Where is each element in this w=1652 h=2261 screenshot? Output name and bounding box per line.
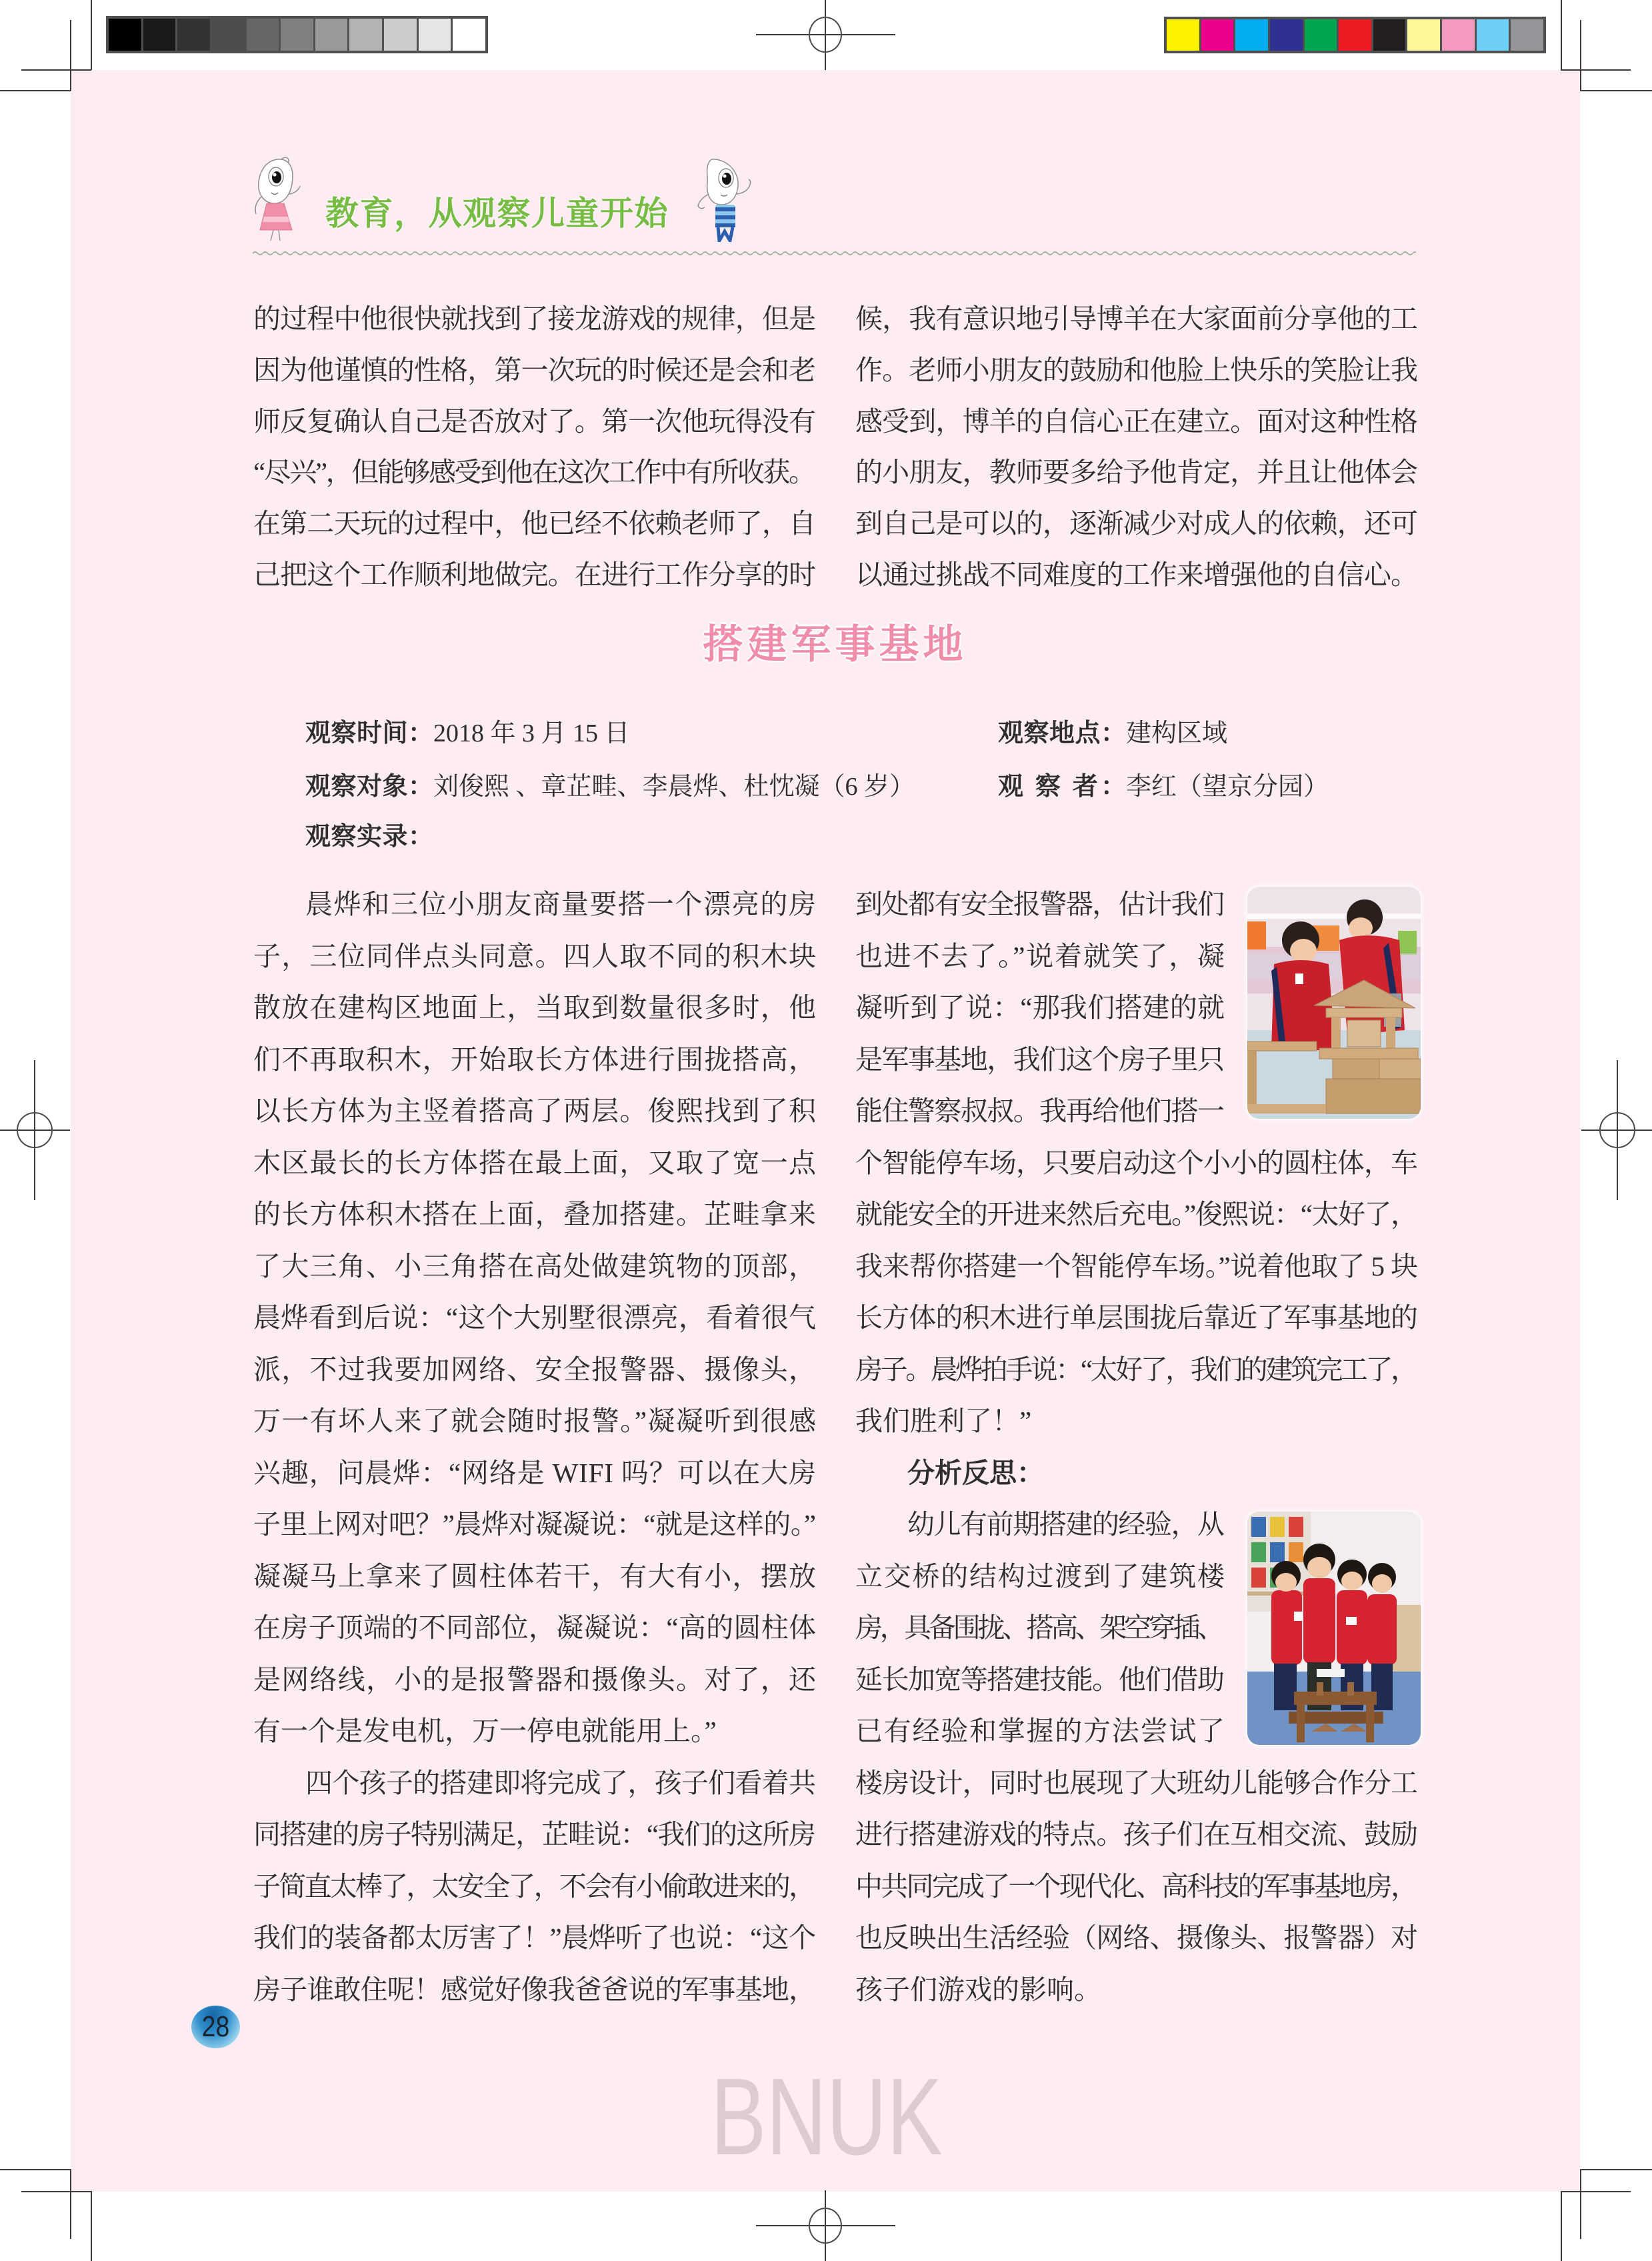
text-line: 个智能停车场，只要启动这个小小的圆柱体，车 bbox=[855, 1147, 1418, 1178]
text-line: 散放在建构区地面上，当取到数量很多时，他 bbox=[253, 992, 817, 1023]
analysis-heading: 分析反思： bbox=[907, 1457, 1044, 1488]
color-swatch bbox=[1339, 19, 1371, 51]
color-swatch bbox=[1167, 19, 1199, 51]
header-title: 教育，从观察儿童开始 bbox=[325, 194, 669, 233]
text-line: 感受到，博羊的自信心正在建立。面对这种性格 bbox=[855, 405, 1418, 437]
color-swatch-bar bbox=[1164, 17, 1546, 53]
text-line: 也反映出生活经验（网络、摄像头、报警器）对 bbox=[855, 1922, 1418, 1953]
text-line: 凝凝马上拿来了圆柱体若干，有大有小，摆放 bbox=[253, 1560, 817, 1592]
meta-time bbox=[305, 715, 630, 752]
crop-mark bbox=[0, 2169, 71, 2170]
text-line: 凝听到了说：“那我们搭建的就 bbox=[855, 992, 1225, 1023]
text-line: 是军事基地，我们这个房子里只 bbox=[855, 1043, 1224, 1075]
grayscale-swatch-bar bbox=[106, 16, 488, 53]
meta-observer-label: 观 察 者： bbox=[998, 773, 1126, 801]
color-swatch bbox=[1511, 19, 1543, 51]
meta-subjects-value: 刘俊熙 、章芷畦、李晨烨、杜忱凝（6 岁） bbox=[433, 773, 915, 801]
color-swatch bbox=[1407, 19, 1440, 51]
text-line: 作。老师小朋友的鼓励和他脸上快乐的笑脸让我 bbox=[855, 354, 1418, 385]
photo-image bbox=[1247, 1512, 1421, 1745]
text-line: 进行搭建游戏的特点。孩子们在互相交流、鼓励 bbox=[855, 1819, 1418, 1850]
crop-mark bbox=[1580, 20, 1581, 91]
meta-time-label: 观察时间： bbox=[305, 719, 433, 747]
text-line: 就能安全的开进来然后充电。”俊熙说：“太好了， bbox=[855, 1199, 1417, 1230]
color-swatch bbox=[1270, 19, 1303, 51]
crop-mark bbox=[21, 2191, 91, 2192]
text-line: 子里上网对吧？”晨烨对凝凝说：“就是这样的。” bbox=[253, 1509, 816, 1540]
text-line: 已有经验和掌握的方法尝试了 bbox=[855, 1716, 1226, 1746]
crop-mark bbox=[91, 2191, 92, 2261]
text-line: 孩子们游戏的影响。 bbox=[855, 1974, 1101, 2005]
text-line: 延长加宽等搭建技能。他们借助 bbox=[855, 1664, 1224, 1695]
text-line: 长方体的积木进行单层围拢后靠近了军事基地的 bbox=[855, 1302, 1418, 1333]
text-line: 子简直太棒了，太安全了，不会有小偷敢进来的， bbox=[253, 1870, 815, 1902]
text-line: 的长方体积木搭在上面，叠加搭建。芷畦拿来 bbox=[253, 1199, 817, 1230]
text-line: 房子谁敢住呢！感觉好像我爸爸说的军事基地， bbox=[253, 1974, 816, 2005]
text-line: 能住警察叔叔。我再给他们搭一 bbox=[855, 1095, 1224, 1126]
text-line: 房子。晨烨拍手说：“太好了，我们的建筑完工了， bbox=[855, 1354, 1416, 1385]
gray-swatch bbox=[315, 19, 348, 51]
photo-image bbox=[1247, 887, 1421, 1119]
gray-swatch bbox=[384, 19, 417, 51]
gray-swatch bbox=[212, 19, 245, 51]
gray-swatch bbox=[177, 19, 210, 51]
text-line: 在第二天玩的过程中，他已经不依赖老师了，自 bbox=[253, 508, 816, 539]
text-line: 以长方体为主竖着搭高了两层。俊熙找到了积 bbox=[253, 1095, 817, 1126]
crop-mark bbox=[1580, 2169, 1581, 2239]
meta-subjects-label: 观察对象： bbox=[305, 773, 433, 801]
section-title: 搭建军事基地 bbox=[703, 621, 967, 668]
text-line: 立交桥的结构过渡到了建筑楼 bbox=[855, 1560, 1226, 1592]
text-line: 晨烨和三位小朋友商量要搭一个漂亮的房 bbox=[305, 889, 817, 919]
crop-mark bbox=[1561, 2191, 1631, 2192]
text-line: 楼房设计，同时也展现了大班幼儿能够合作分工 bbox=[855, 1767, 1418, 1798]
text-line: 有一个是发电机，万一停电就能用上。” bbox=[253, 1716, 717, 1746]
color-swatch bbox=[1373, 19, 1406, 51]
photo-four-children-group bbox=[1247, 1512, 1421, 1745]
meta-subjects bbox=[305, 768, 915, 805]
page-number-badge bbox=[191, 2006, 240, 2048]
gray-swatch bbox=[281, 19, 313, 51]
text-line: 以通过挑战不同难度的工作来增强他的自信心。 bbox=[855, 559, 1418, 590]
crosshair-circle bbox=[1599, 1112, 1635, 1148]
text-line: 我来帮你搭建一个智能停车场。”说着他取了 5 块 bbox=[855, 1250, 1418, 1282]
text-line: 的过程中他很快就找到了接龙游戏的规律，但是 bbox=[253, 303, 816, 334]
wavy-divider bbox=[253, 248, 1416, 259]
record-label: 观察实录： bbox=[305, 823, 433, 851]
text-line: “尽兴”，但能够感受到他在这次工作中有所收获。 bbox=[253, 457, 815, 488]
meta-observer-value: 李红（望京分园） bbox=[1126, 773, 1329, 801]
crop-mark bbox=[0, 90, 71, 91]
watermark: BNUK bbox=[711, 2056, 943, 2178]
text-line: 到自己是可以的，逐渐减少对成人的依赖，还可 bbox=[855, 508, 1418, 539]
text-line: 的小朋友，教师要多给予他肯定，并且让他体会 bbox=[855, 457, 1418, 488]
crop-mark bbox=[91, 0, 92, 70]
text-line: 同搭建的房子特别满足，芷畦说：“我们的这所房 bbox=[253, 1819, 815, 1850]
meta-place bbox=[998, 715, 1227, 752]
color-swatch bbox=[1477, 19, 1509, 51]
crosshair-circle bbox=[809, 2208, 842, 2244]
text-line: 子，三位同伴点头同意。四人取不同的积木块 bbox=[253, 940, 817, 971]
crop-mark bbox=[70, 2169, 71, 2239]
gray-swatch bbox=[349, 19, 382, 51]
color-swatch bbox=[1235, 19, 1268, 51]
gray-swatch bbox=[247, 19, 279, 51]
text-line: 也进不去了。”说着就笑了，凝 bbox=[855, 940, 1226, 971]
crop-mark bbox=[1580, 2169, 1652, 2170]
text-line: 晨烨看到后说：“这个大别墅很漂亮，看着很气 bbox=[253, 1302, 817, 1333]
crop-mark bbox=[70, 20, 71, 91]
text-line: 了大三角、小三角搭在高处做建筑物的顶部， bbox=[253, 1250, 817, 1282]
gray-swatch bbox=[109, 19, 141, 51]
color-swatch bbox=[1305, 19, 1337, 51]
color-swatch bbox=[1201, 19, 1234, 51]
boy-mascot-icon bbox=[690, 157, 767, 242]
crop-mark bbox=[1561, 2191, 1562, 2261]
gray-swatch bbox=[143, 19, 176, 51]
text-line: 师反复确认自己是否放对了。第一次他玩得没有 bbox=[253, 405, 816, 437]
meta-time-value: 2018 年 3 月 15 日 bbox=[433, 719, 630, 747]
meta-observer bbox=[998, 768, 1329, 805]
crosshair-circle bbox=[17, 1112, 53, 1148]
page-number: 28 bbox=[201, 2010, 230, 2043]
text-line: 到处都有安全报警器，估计我们 bbox=[855, 889, 1224, 919]
meta-place-label: 观察地点： bbox=[998, 719, 1126, 747]
text-line: 因为他谨慎的性格，第一次玩的时候还是会和老 bbox=[253, 354, 816, 385]
text-line: 中共同完成了一个现代化、高科技的军事基地房， bbox=[855, 1870, 1417, 1902]
color-swatch bbox=[1442, 19, 1475, 51]
text-line: 四个孩子的搭建即将完成了，孩子们看着共 bbox=[305, 1767, 816, 1798]
text-line: 我们胜利了！” bbox=[855, 1406, 1032, 1436]
crosshair-circle bbox=[809, 17, 842, 53]
crop-mark bbox=[1561, 0, 1562, 70]
meta-record bbox=[305, 818, 433, 855]
text-line: 己把这个工作顺利地做完。在进行工作分享的时 bbox=[253, 559, 816, 590]
text-line: 万一有坏人来了就会随时报警。”凝凝听到很感 bbox=[253, 1406, 817, 1436]
text-line: 木区最长的长方体搭在最上面，又取了宽一点 bbox=[253, 1147, 817, 1178]
girl-mascot-icon bbox=[247, 155, 307, 242]
photo-two-children-building bbox=[1247, 887, 1421, 1119]
text-line: 房，具备围拢、搭高、架空穿插、 bbox=[855, 1612, 1222, 1643]
text-line: 幼儿有前期搭建的经验，从 bbox=[907, 1509, 1224, 1540]
text-line: 我们的装备都太厉害了！”晨烨听了也说：“这个 bbox=[253, 1922, 816, 1953]
crop-mark bbox=[1580, 90, 1652, 91]
crop-mark bbox=[21, 69, 91, 71]
meta-place-value: 建构区域 bbox=[1126, 719, 1228, 747]
text-line: 是网络线，小的是报警器和摄像头。对了，还 bbox=[253, 1664, 817, 1695]
gray-swatch bbox=[453, 19, 485, 51]
text-line: 在房子顶端的不同部位，凝凝说：“高的圆柱体 bbox=[253, 1612, 817, 1643]
text-line: 兴趣，问晨烨：“网络是 WIFI 吗？可以在大房 bbox=[253, 1457, 817, 1488]
text-line: 派，不过我要加网络、安全报警器、摄像头， bbox=[253, 1354, 817, 1385]
crop-mark bbox=[1561, 69, 1631, 71]
text-line: 候，我有意识地引导博羊在大家面前分享他的工 bbox=[855, 303, 1418, 334]
gray-swatch bbox=[419, 19, 451, 51]
text-line: 们不再取积木，开始取长方体进行围拢搭高， bbox=[253, 1043, 817, 1075]
